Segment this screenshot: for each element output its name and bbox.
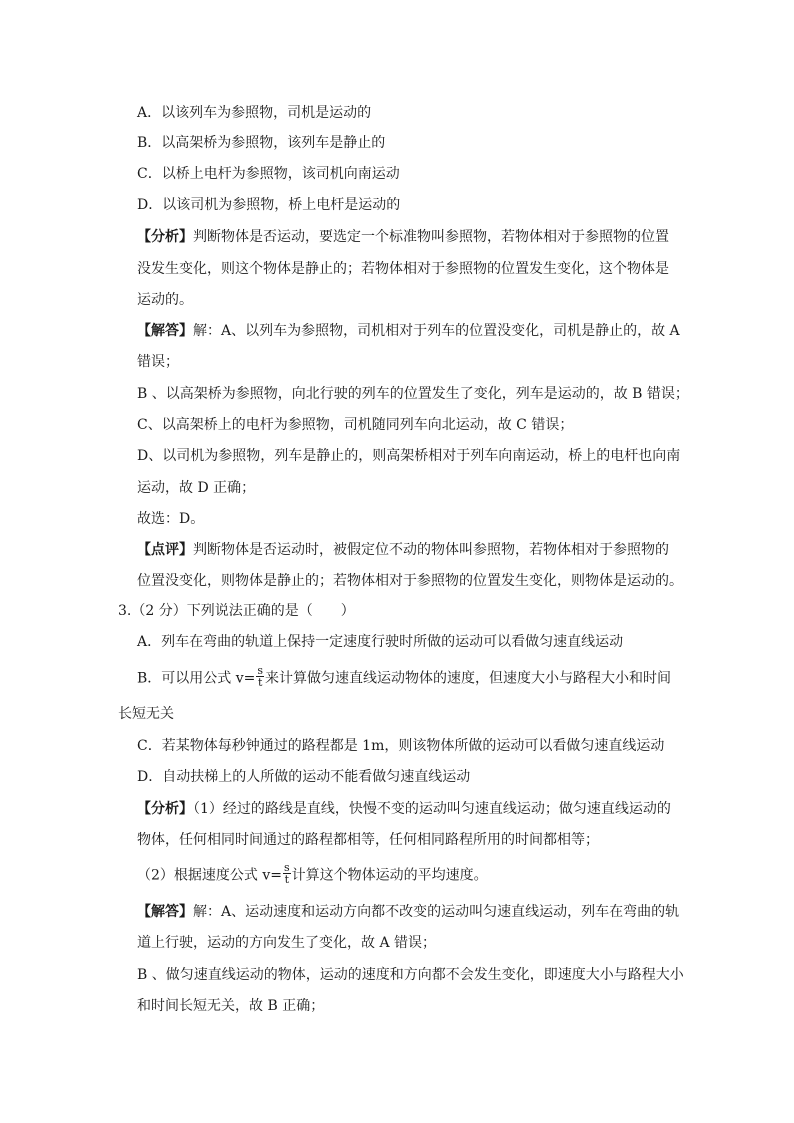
q2-solution-tag: 【解答】 (137, 323, 193, 339)
q2-option-d: D．以该司机为参照物，桥上电杆是运动的 (137, 197, 401, 213)
q3-option-d: D．自动扶梯上的人所做的运动不能看做匀速直线运动 (137, 769, 471, 785)
fraction-denominator: t (258, 676, 263, 689)
q3-analysis-line-2: 物体，任何相同时间通过的路程都相等，任何相同路程所用的时间都相等； (137, 832, 599, 848)
q2-analysis-text: 判断物体是否运动，要选定一个标准物叫参照物，若物体相对于参照物的位置 (193, 229, 669, 245)
q2-analysis-line-3: 运动的。 (137, 292, 193, 308)
q3-option-b-continuation: 长短无关 (118, 706, 174, 722)
q3-option-b-pre: B．可以用公式 v= (137, 670, 256, 687)
q2-option-c: C．以桥上电杆为参照物，该司机向南运动 (137, 166, 400, 182)
q2-analysis-line-2: 没发生变化，则这个物体是静止的；若物体相对于参照物的位置发生变化，这个物体是 (137, 261, 669, 277)
q3-option-a: A．列车在弯曲的轨道上保持一定速度行驶时所做的运动可以看做匀速直线运动 (137, 634, 624, 650)
q2-solution-line-7: 故选：D。 (137, 511, 205, 527)
q2-solution-text: 解：A、以列车为参照物，司机相对于列车的位置没变化，司机是静止的，故 A (193, 323, 680, 339)
q2-solution-line-5: D、以司机为参照物，列车是静止的，则高架桥相对于列车向南运动，桥上的电杆也向南 (137, 448, 681, 464)
q2-comment-line-1 (137, 540, 669, 560)
q2-comment-text: 判断物体是否运动时，被假定位不动的物体叫参照物，若物体相对于参照物的 (193, 542, 669, 558)
velocity-fraction (256, 665, 264, 688)
q3-analysis-third-post: 计算这个物体运动的平均速度。 (291, 867, 488, 884)
q2-solution-line-3: B 、以高架桥为参照物，向北行驶的列车的位置发生了变化，列车是运动的，故 B 错误； (137, 386, 689, 402)
q2-solution-line-1 (137, 321, 680, 341)
q3-solution-line-1 (137, 902, 679, 922)
q3-option-b (137, 664, 672, 689)
q3-option-b-post: 来计算做匀速直线运动物体的速度，但速度大小与路程大小和时间 (265, 670, 672, 687)
q3-solution-text: 解：A、运动速度和运动方向都不改变的运动叫匀速直线运动，列车在弯曲的轨 (193, 904, 680, 920)
q2-comment-line-2: 位置没变化，则物体是静止的；若物体相对于参照物的位置发生变化，则物体是运动的。 (137, 573, 683, 589)
q2-option-b: B．以高架桥为参照物，该列车是静止的 (137, 135, 386, 151)
q3-solution-line-3: B 、做匀速直线运动的物体，运动的速度和方向都不会发生变化，即速度大小与路程大小 (137, 967, 684, 983)
fraction-denominator: t (284, 873, 290, 886)
q2-option-a: A．以该列车为参照物，司机是运动的 (137, 105, 372, 121)
fraction-numerator: s (257, 664, 264, 677)
velocity-fraction-2 (283, 862, 291, 885)
q2-solution-line-4: C、以高架桥上的电杆为参照物，司机随同列车向北运动，故 C 错误； (137, 417, 574, 433)
q2-solution-line-2: 错误； (137, 354, 179, 370)
q3-analysis-third-pre: （2）根据速度公式 v= (137, 867, 282, 884)
q2-analysis-tag: 【分析】 (137, 229, 193, 245)
q2-comment-tag: 【点评】 (137, 542, 193, 558)
fraction-numerator: s (284, 861, 290, 874)
q3-analysis-text: （1）经过的路线是直线，快慢不变的运动叫匀速直线运动；做匀速直线运动的 (193, 801, 671, 817)
q3-analysis-line-1 (137, 799, 671, 819)
q2-analysis-line-1 (137, 227, 669, 247)
q3-analysis-tag: 【分析】 (137, 801, 193, 817)
q3-option-c: C．若某物体每秒钟通过的路程都是 1m，则该物体所做的运动可以看做匀速直线运动 (137, 738, 665, 754)
q3-analysis-line-3 (137, 861, 488, 886)
q2-solution-line-6: 运动，故 D 正确； (137, 480, 256, 496)
q3-solution-tag: 【解答】 (137, 904, 193, 920)
q3-stem: 3.（2 分）下列说法正确的是（ ） (118, 603, 355, 619)
q3-solution-line-2: 道上行驶，运动的方向发生了变化，故 A 错误； (137, 935, 437, 951)
q3-solution-line-4: 和时间长短无关，故 B 正确； (137, 998, 325, 1014)
